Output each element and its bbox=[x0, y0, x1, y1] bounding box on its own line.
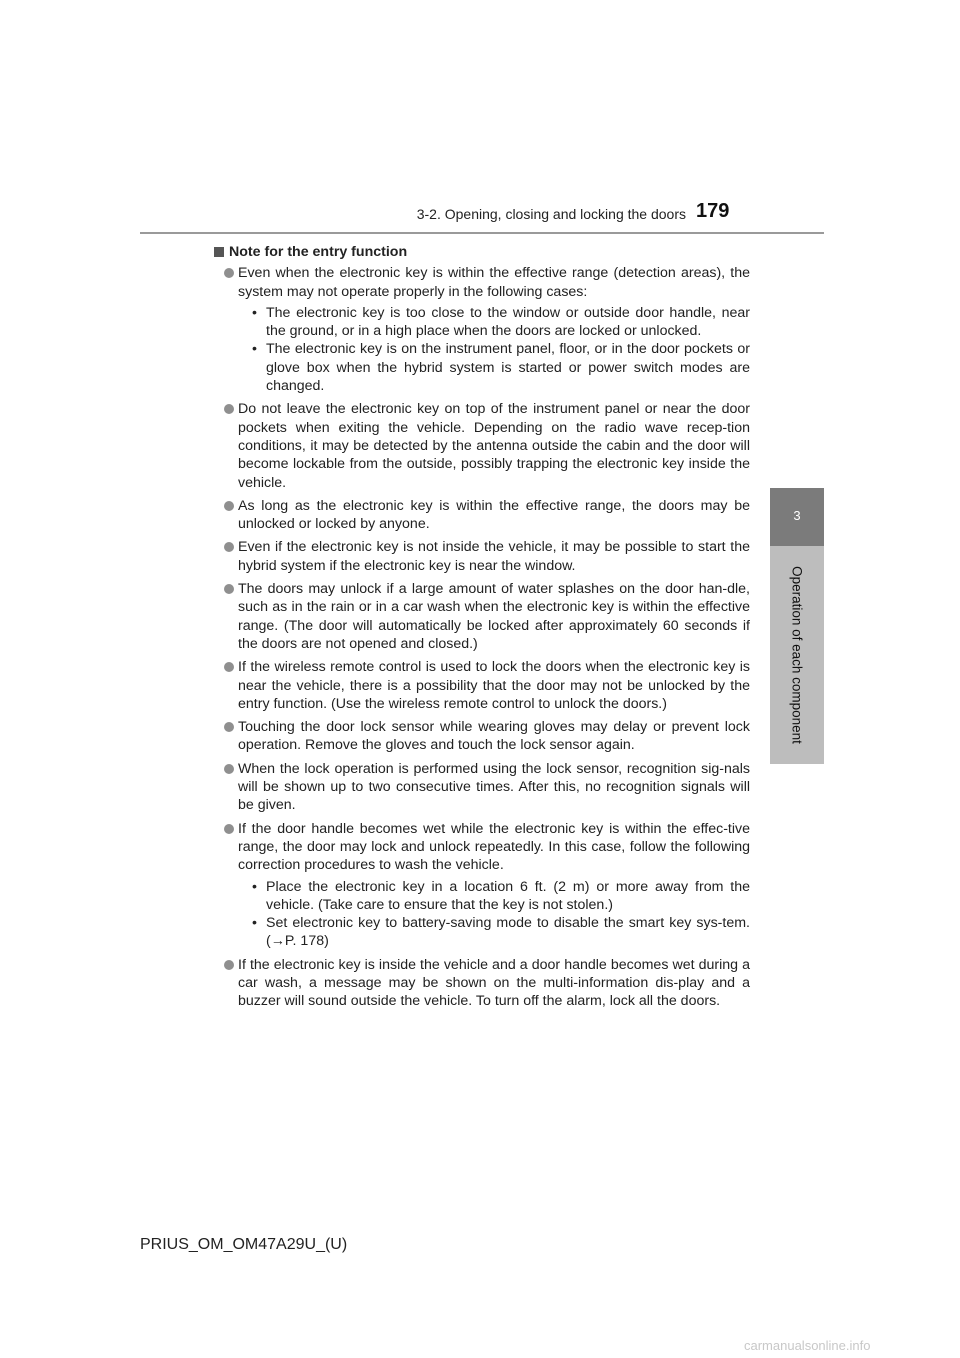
circle-bullet-icon bbox=[224, 268, 234, 278]
bullet-item bbox=[214, 400, 750, 491]
sub-item-text: The electronic key is too close to the window or outside door handle, near the ground, or in a high place when the doors are locked or unlocked. bbox=[266, 304, 750, 340]
sub-list-item bbox=[252, 340, 750, 395]
header-title: 3-2. Opening, closing and locking the doors bbox=[416, 206, 686, 222]
dot-bullet-icon: • bbox=[252, 878, 257, 895]
document-code: PRIUS_OM_OM47A29U_(U) bbox=[140, 1236, 348, 1253]
header-divider bbox=[140, 232, 824, 234]
circle-bullet-icon bbox=[224, 404, 234, 414]
sub-list bbox=[238, 878, 750, 951]
bullet-text: Do not leave the electronic key on top of the instrument panel or near the door pockets when exiting the vehicle. Depending on the radio wave recep-tion conditions, it may be detected by the antenna outside the cabin and the door will become lockable from the outside, possibly trapping the electronic key inside the vehicle. bbox=[238, 401, 750, 491]
bullet-list bbox=[214, 264, 750, 1010]
square-bullet-icon bbox=[214, 247, 224, 257]
sub-item-text: Place the electronic key in a location 6 ft. (2 m) or more away from the vehicle. (Take care to ensure that the key is not stolen.) bbox=[266, 878, 750, 913]
bullet-text: When the lock operation is performed using the lock sensor, recognition sig-nals will be shown up to two consecutive times. After this, no recognition signals will be given. bbox=[238, 760, 750, 814]
bullet-text: If the door handle becomes wet while the electronic key is within the effec-tive range, the door may lock and unlock repeatedly. In this case, follow the following correction procedures to wash the vehicle. bbox=[238, 820, 750, 874]
bullet-text: Even if the electronic key is not inside the vehicle, it may be possible to start the hybrid system if the electronic key is near the window. bbox=[238, 539, 750, 574]
dot-bullet-icon: • bbox=[252, 341, 257, 358]
circle-bullet-icon bbox=[224, 722, 234, 732]
bullet-item bbox=[214, 760, 750, 815]
bullet-item bbox=[214, 497, 750, 534]
main-content bbox=[214, 243, 750, 1016]
bullet-item bbox=[214, 580, 750, 653]
chapter-number: 3 bbox=[793, 508, 801, 523]
bullet-text: If the electronic key is inside the vehicle and a door handle becomes wet during a car wash, a message may be shown on the multi-information dis-play and a buzzer will sound outside the vehicle. To turn off the alarm, lock all the doors. bbox=[238, 956, 750, 1010]
bullet-text: As long as the electronic key is within the effective range, the doors may be unlocked or locked by anyone. bbox=[238, 497, 750, 533]
bullet-item bbox=[214, 658, 750, 713]
sub-list-item bbox=[252, 878, 750, 915]
dot-bullet-icon: • bbox=[252, 304, 257, 321]
chapter-title: Operation of each component bbox=[789, 566, 805, 744]
section-heading bbox=[214, 243, 750, 261]
sub-item-text: The electronic key is on the instrument panel, floor, or in the door pockets or glove box when the hybrid system is started or power switch modes are changed. bbox=[266, 341, 750, 395]
circle-bullet-icon bbox=[224, 662, 234, 672]
chapter-title-tab bbox=[770, 546, 824, 764]
circle-bullet-icon bbox=[224, 824, 234, 834]
bullet-text: Touching the door lock sensor while wearing gloves may delay or prevent lock operation. Remove the gloves and touch the lock sensor again. bbox=[238, 719, 750, 754]
sub-list bbox=[238, 304, 750, 395]
circle-bullet-icon bbox=[224, 542, 234, 552]
circle-bullet-icon bbox=[224, 764, 234, 774]
bullet-text: If the wireless remote control is used to lock the doors when the electronic key is near the vehicle, there is a possibility that the door may not be unlocked by the entry function. (Use the wireless remote control to unlock the doors.) bbox=[238, 659, 750, 712]
sub-list-item bbox=[252, 304, 750, 341]
sub-list-item bbox=[252, 914, 750, 951]
section-heading-text: Note for the entry function bbox=[229, 244, 408, 260]
circle-bullet-icon bbox=[224, 584, 234, 594]
circle-bullet-icon bbox=[224, 501, 234, 511]
dot-bullet-icon: • bbox=[252, 915, 257, 932]
bullet-text: Even when the electronic key is within the effective range (detection areas), the system may not operate properly in the following cases: bbox=[238, 265, 750, 300]
bullet-item bbox=[214, 538, 750, 575]
circle-bullet-icon bbox=[224, 960, 234, 970]
bullet-text: The doors may unlock if a large amount of water splashes on the door han-dle, such as in the rain or in a car wash when the electronic key is within the effective range. (The door will automatically be locked after approximately 60 seconds if the doors are not opened and closed.) bbox=[238, 581, 750, 652]
sub-item-text: Set electronic key to battery-saving mode to disable the smart key sys-tem. (→P. 178) bbox=[266, 915, 750, 950]
page-number: 179 bbox=[696, 200, 730, 222]
bullet-item bbox=[214, 264, 750, 395]
bullet-item bbox=[214, 956, 750, 1011]
bullet-item bbox=[214, 820, 750, 951]
watermark: carmanualsonline.info bbox=[744, 1338, 871, 1353]
bullet-item bbox=[214, 718, 750, 755]
chapter-number-tab bbox=[770, 488, 824, 546]
